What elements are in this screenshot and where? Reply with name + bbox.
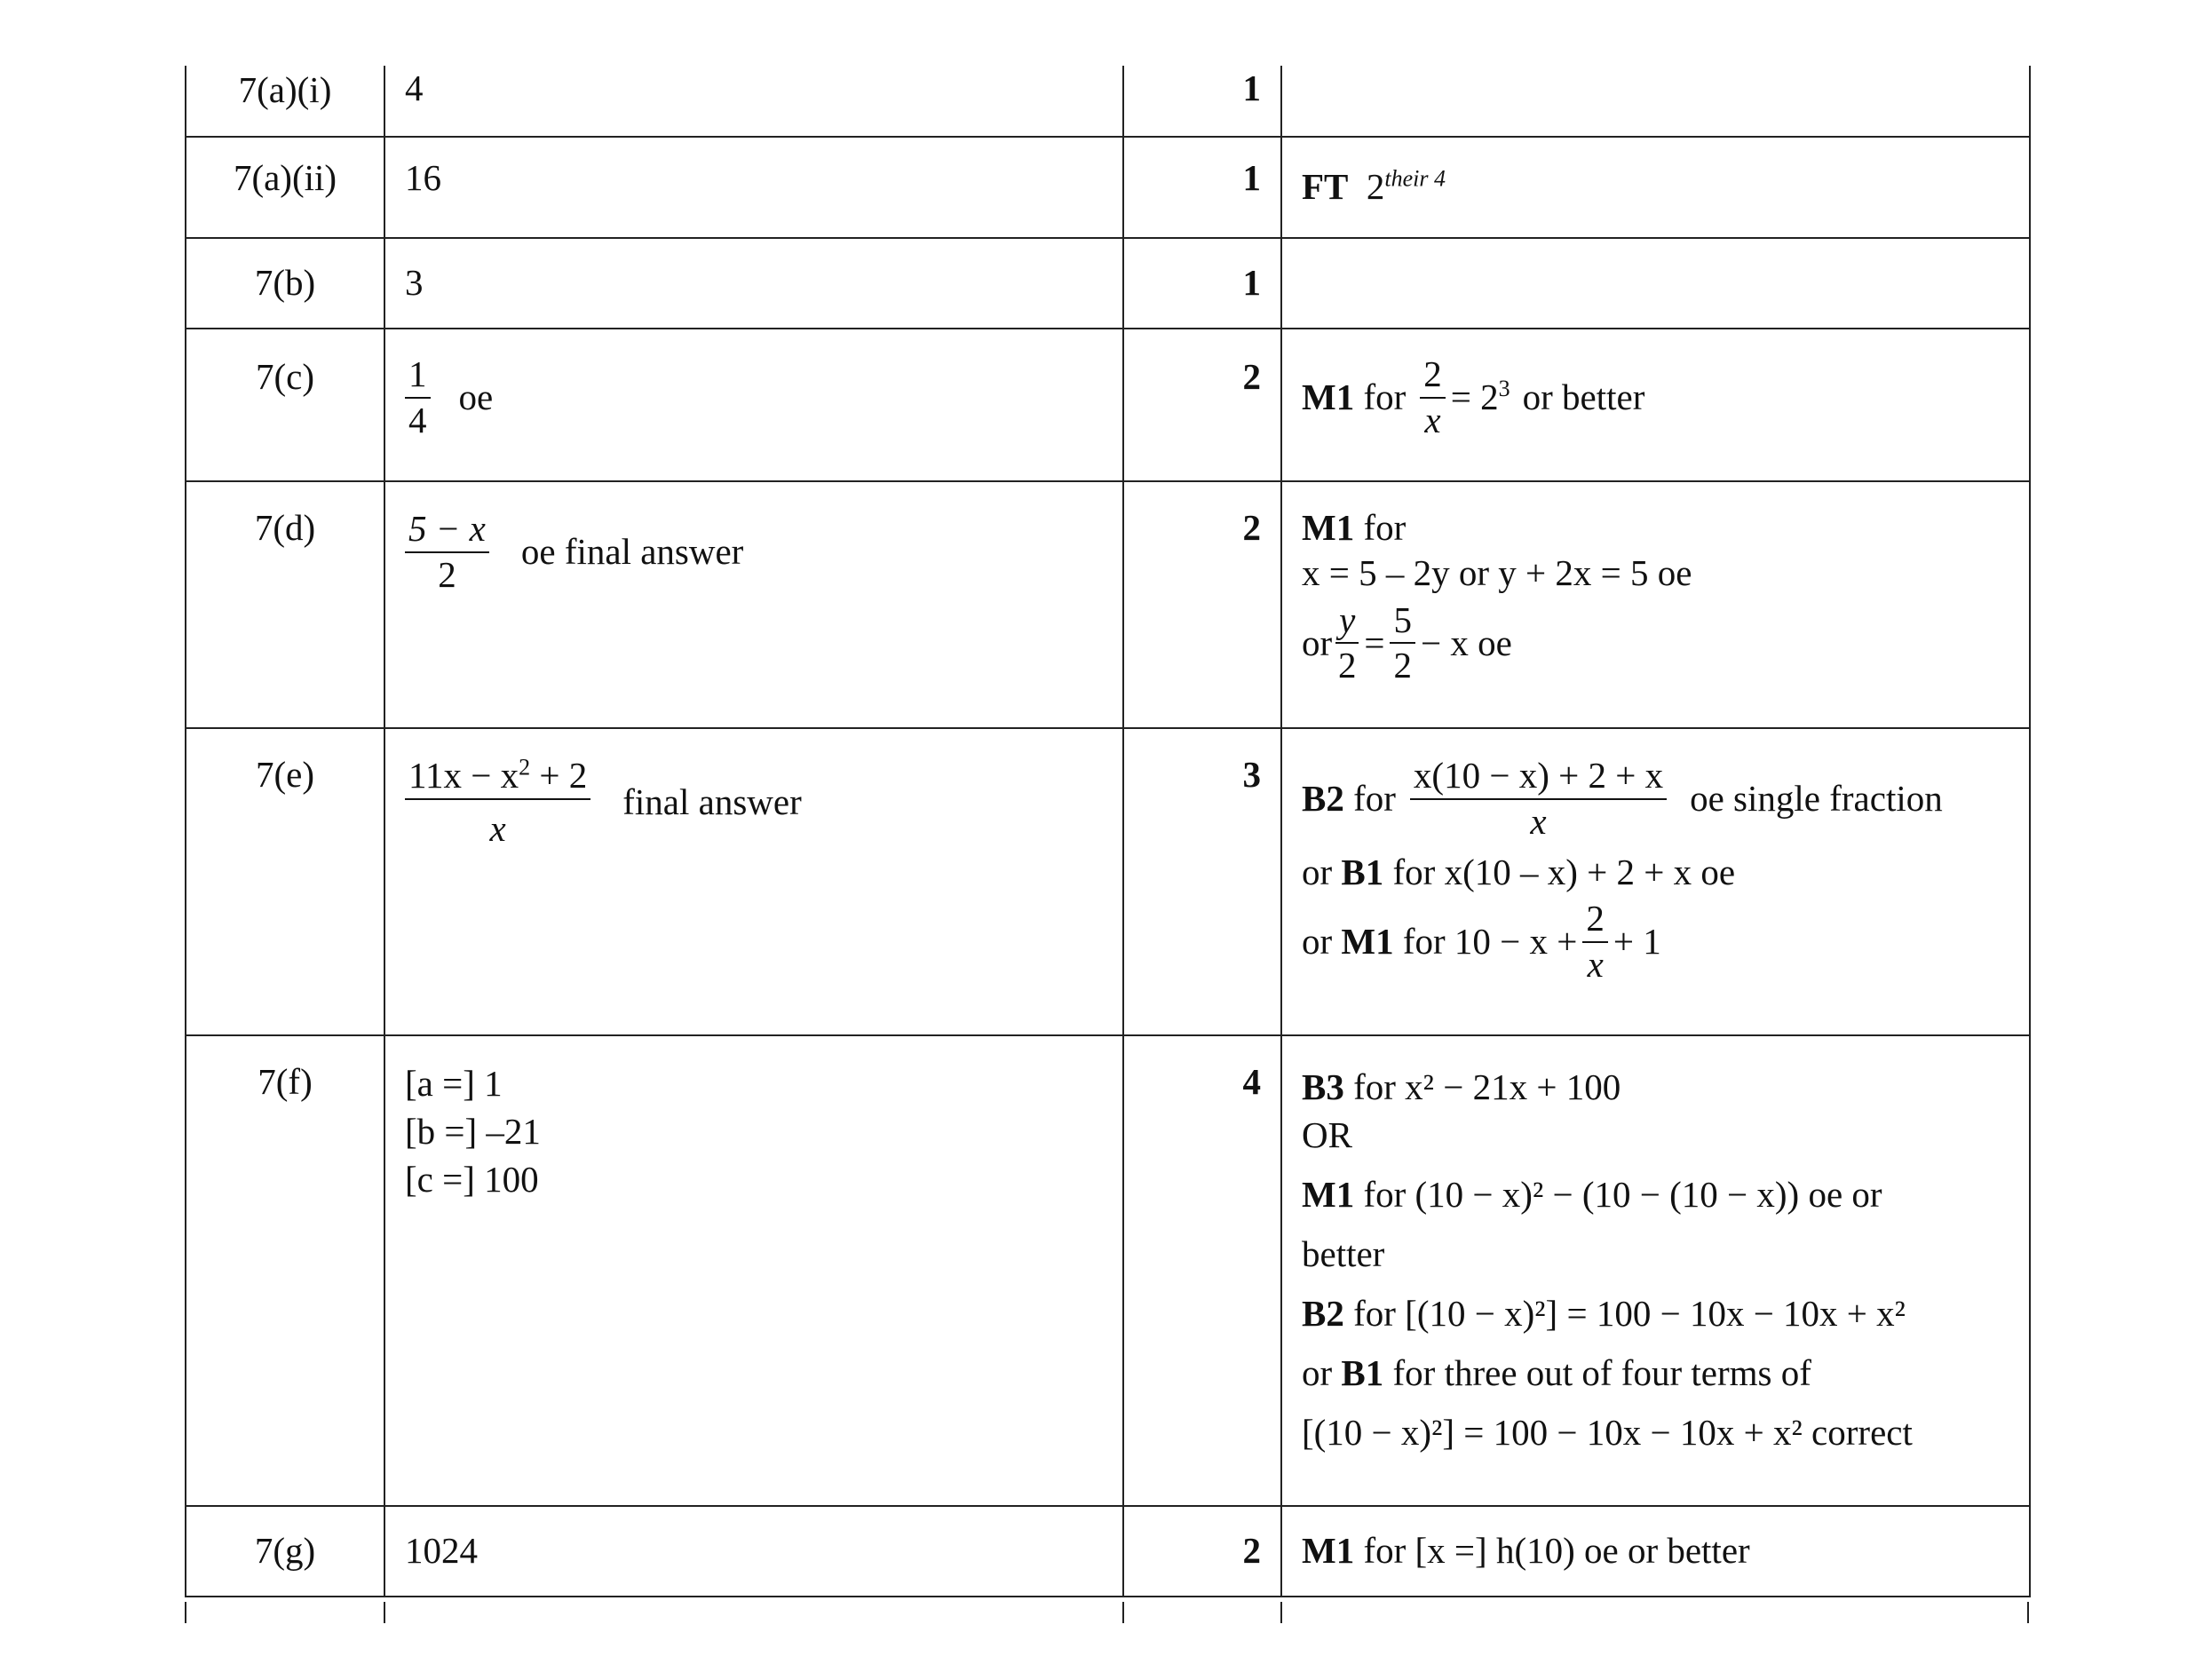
marks-cell: 1 [1123,137,1281,238]
table-row [186,1506,2030,1597]
answer-cell: [a =] 1 [b =] –21 [c =] 100 [384,1035,1123,1506]
guidance-cell: M1 for x = 5 – 2y or y + 2x = 5 oe or $\frac{y}{2}$ = $\frac{5}{2}$ − x oe [1281,481,2030,728]
guidance-cell: B3 for x² − 21x + 100 OR M1 for (10 − x)² − (10 − (10 − x)) oe or better B2 for [(10 − x)²] = 100 − 10x − 10x + x² or B1 for three out of four terms of [(10 − x)²] = 100 − 10x − 10x + x² correct [1281,1035,2030,1506]
table-row [186,137,2030,238]
guidance-cell: FT $2^{their 4}$ [1281,137,2030,238]
table-row [186,329,2030,481]
table-row [186,1035,2030,1506]
question-cell: 7(b) [186,238,384,329]
question-cell: 7(a)(ii) [186,137,384,238]
answer-cell: $\frac{1}{4}$ oe [384,329,1123,481]
marks-cell: 4 [1123,1035,1281,1506]
table-row [186,481,2030,728]
answer-cell: $\frac{11x - x^2 + 2}{x}$ final answer [384,728,1123,1035]
marks-cell: 1 [1123,66,1281,137]
marks-cell: 2 [1123,1506,1281,1597]
answer-fraction: $\frac{1}{4}$ [405,354,431,441]
guidance-cell: B2 for $\frac{x(10 - x) + 2 + x}{x}$ oe single fraction or B1 for x(10 – x) + 2 + x oe or M1 for 10 − x + $\frac{2}{x}$ + 1 [1281,728,2030,1035]
question-cell: 7(g) [186,1506,384,1597]
answer-cell: $\frac{5 - x}{2}$ oe final answer [384,481,1123,728]
marks-cell: 2 [1123,481,1281,728]
answer-cell: 3 [384,238,1123,329]
question-cell: 7(c) [186,329,384,481]
answer-cell: 1024 [384,1506,1123,1597]
table-continuation [185,1602,2029,1623]
table-row [186,728,2030,1035]
table-row [186,238,2030,329]
answer-cell: 4 [384,66,1123,137]
marks-cell: 1 [1123,238,1281,329]
question-cell: 7(e) [186,728,384,1035]
guidance-cell [1281,66,2030,137]
mark-scheme-table [185,66,2031,1597]
guidance-cell: M1 for $\frac{2}{x}$ = 2 $^3$ or better [1281,329,2030,481]
marks-cell: 3 [1123,728,1281,1035]
marks-cell: 2 [1123,329,1281,481]
mark-scheme [185,66,2029,1597]
guidance-cell: M1 for [x =] h(10) oe or better [1281,1506,2030,1597]
table-row [186,66,2030,137]
guidance-cell [1281,238,2030,329]
question-cell: 7(a)(i) [186,66,384,137]
answer-cell: 16 [384,137,1123,238]
question-cell: 7(d) [186,481,384,728]
question-cell: 7(f) [186,1035,384,1506]
